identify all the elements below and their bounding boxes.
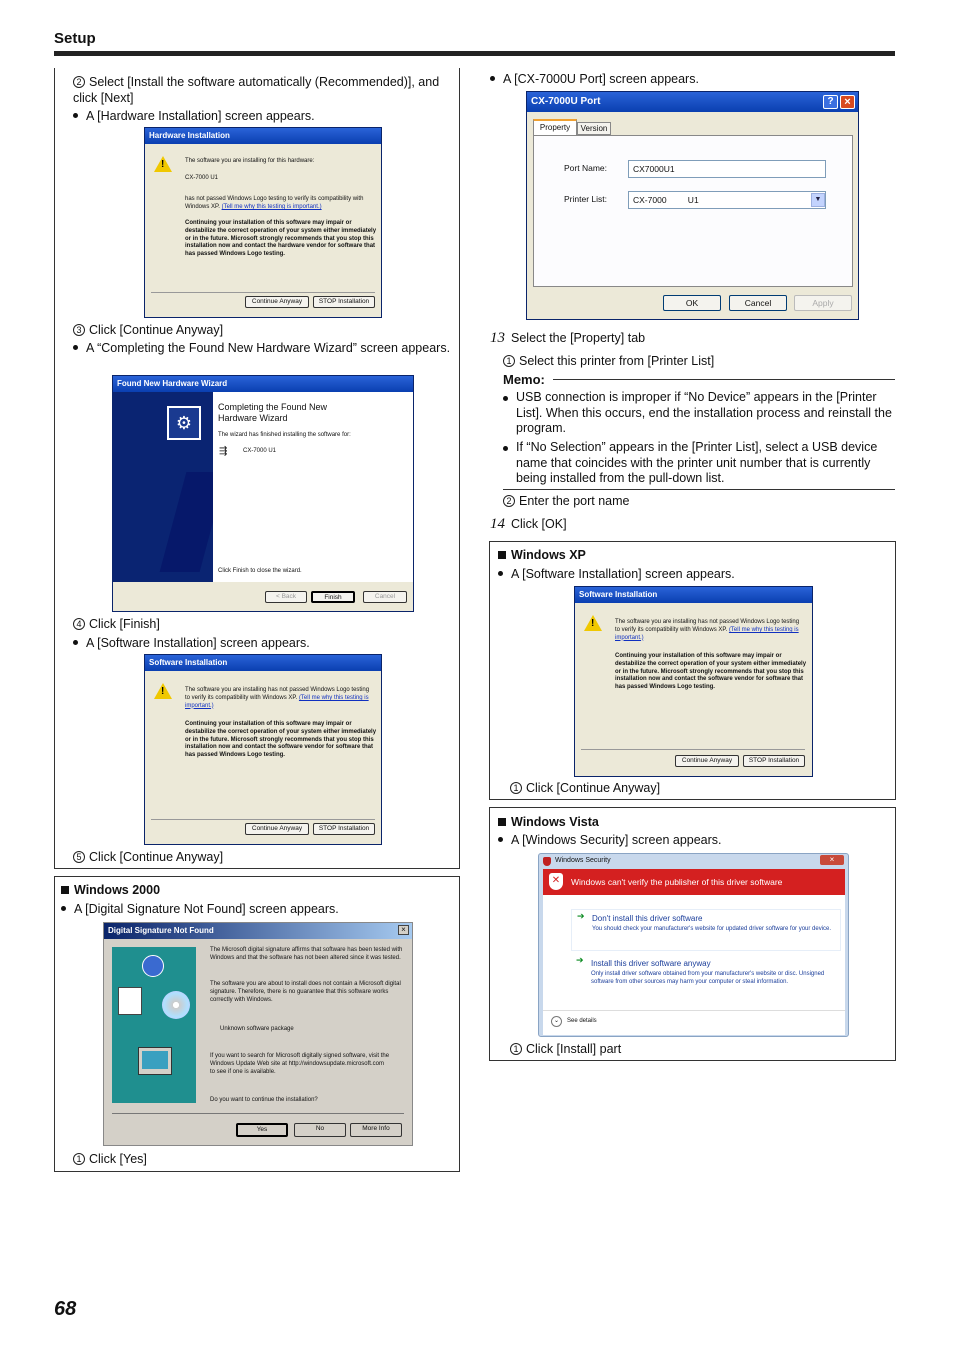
signature-illustration <box>112 947 196 1103</box>
close-icon[interactable]: × <box>840 95 855 109</box>
arrow-right-icon: ➔ <box>577 911 585 921</box>
digital-signature-dialog: Digital Signature Not Found × The Microsoft digital signature affirms that software has been tested with Windows and that the software has not been altered since it was tested. The software you are about to install does not contain a Microsoft digital signature. Therefore, there is no guarantee that this software works correctly with Windows. Unknown software package If you want to search for Microsoft digitally signed software, visit the Windows Update Web site at http://windowsupdate.microsoft.com to see if one is available. Do you want to continue the installation? Yes No More Info <box>103 922 413 1146</box>
warning-banner: ✕ Windows can't verify the publisher of this driver software <box>543 869 845 895</box>
tab-property[interactable]: Property <box>533 119 577 135</box>
step-13-1: 1 Select this printer from [Printer List] <box>503 354 714 370</box>
arrow-right-icon: ➔ <box>576 955 584 965</box>
dialog-title: Digital Signature Not Found <box>104 923 412 939</box>
step-3: 3 Click [Continue Anyway] <box>73 323 223 339</box>
step-5: 5 Click [Continue Anyway] <box>73 850 223 866</box>
warning-icon <box>584 615 602 631</box>
windows-security-dialog <box>538 853 849 1037</box>
windows-2000-title: Windows 2000 <box>61 883 160 899</box>
windows-xp-step-1: 1 Click [Continue Anyway] <box>510 781 660 797</box>
port-name-input[interactable]: CX7000U1 <box>628 160 826 178</box>
windows-xp-title: Windows XP <box>498 548 586 564</box>
more-info-button[interactable]: More Info <box>350 1123 402 1137</box>
yes-button[interactable]: Yes <box>236 1123 288 1137</box>
dont-install-option[interactable]: ➔ Don't install this driver software You should check your manufacturer's website for updated driver software for your device. <box>571 909 841 951</box>
cx7000u-port-dialog <box>526 91 859 320</box>
help-icon[interactable]: ? <box>823 95 838 109</box>
left-column-rule <box>54 68 55 868</box>
left-column-bottom <box>54 868 460 869</box>
step-14: 14 Click [OK] <box>490 516 567 532</box>
tell-me-why-link[interactable]: (Tell me why this testing is important.) <box>615 626 799 641</box>
step-13: 13 Select the [Property] tab <box>490 330 646 346</box>
wizard-heading: Completing the Found New Hardware Wizard <box>218 402 328 423</box>
chevron-down-icon[interactable]: ⌄ <box>551 1016 562 1027</box>
page-number: 68 <box>54 1298 77 1320</box>
close-icon[interactable]: × <box>820 855 844 865</box>
dialog-title: Hardware Installation <box>145 128 381 144</box>
step-2: 2 Select [Install the software automatically (Recommended)], and click [Next] <box>73 75 440 105</box>
windows-vista-step-1: 1 Click [Install] part <box>510 1042 621 1058</box>
shield-x-icon: ✕ <box>549 873 563 890</box>
dialog-title: Software Installation <box>575 587 812 603</box>
windows-xp-box <box>489 541 896 800</box>
software-installation-dialog-xp: Software Installation ! The software you are installing has not passed Windows Logo testing to verify its compatibility with Windows XP. (Tell me why this testing is important.) Continuing your installation of this software may impair or destabilize the correct operation of your system either immediately or in the future. Microsoft strongly recommends that you stop this installation now and contact the software vendor for software that has passed Windows Logo testing. Continue Anyway STOP Installation <box>574 586 813 777</box>
dialog-title: Windows Security <box>555 857 611 864</box>
shield-icon <box>543 857 551 866</box>
see-details-link[interactable]: See details <box>567 1018 597 1024</box>
header-rule <box>54 51 895 56</box>
memo-rule-bottom <box>503 489 895 490</box>
stop-installation-button[interactable]: STOP Installation <box>743 755 805 767</box>
bullet-hardware-installation: A [Hardware Installation] screen appears. <box>73 109 315 125</box>
cancel-button[interactable]: Cancel <box>363 591 407 603</box>
tell-me-why-link[interactable]: (Tell me why this testing is important.) <box>185 694 369 709</box>
apply-button[interactable]: Apply <box>794 295 852 311</box>
windows-vista-bullet: A [Windows Security] screen appears. <box>498 833 722 849</box>
stop-installation-button[interactable]: STOP Installation <box>313 823 375 835</box>
step-13-2: 2 Enter the port name <box>503 494 629 510</box>
memo-title: Memo: <box>503 372 545 387</box>
section-title: Setup <box>54 30 96 47</box>
dialog-title: CX-7000U Port <box>527 92 858 112</box>
wizard-side-panel <box>113 392 213 582</box>
bullet-wizard: A “Completing the Found New Hardware Wizard” screen appears. <box>73 341 453 357</box>
warning-icon <box>154 683 172 699</box>
no-button[interactable]: No <box>294 1123 346 1137</box>
found-new-hardware-wizard-dialog: Found New Hardware Wizard ⚙ Completing the Found New Hardware Wizard The wizard has finished installing the software for: ⇶ CX-7000 U1 Click Finish to close the wizard. < Back Finish Cancel <box>112 375 414 612</box>
chevron-down-icon[interactable]: ▼ <box>811 193 825 207</box>
windows-2000-bullet: A [Digital Signature Not Found] screen appears. <box>61 902 339 918</box>
globe-icon <box>142 955 164 977</box>
back-button[interactable]: < Back <box>265 591 307 603</box>
dialog-title: Found New Hardware Wizard <box>113 376 413 392</box>
memo-item-2: If “No Selection” appears in the [Printer List], select a USB device name that coincides with the printer unit number that is currently being installed from the pull-down list. <box>503 440 893 487</box>
continue-anyway-button[interactable]: Continue Anyway <box>245 296 309 308</box>
bullet-software-installation: A [Software Installation] screen appears. <box>73 636 310 652</box>
close-icon[interactable]: × <box>398 925 409 935</box>
windows-xp-bullet: A [Software Installation] screen appears. <box>498 567 735 583</box>
memo-rule-top <box>553 379 895 380</box>
bullet-port-screen: A [CX-7000U Port] screen appears. <box>490 72 699 88</box>
install-anyway-option[interactable]: ➔ Install this driver software anyway Only install driver software obtained from your manufacturer's website or disc. Unsigned software from other sources may harm your computer or steal information. <box>576 955 825 985</box>
software-installation-dialog: Software Installation ! The software you are installing has not passed Windows Logo testing to verify its compatibility with Windows XP. (Tell me why this testing is important.) Continuing your installation of this software may impair or destabilize the correct operation of your system either immediately or in the future. Microsoft strongly recommends that you stop this installation now and contact the software vendor for software that has passed Windows Logo testing. Continue Anyway STOP Installation <box>144 654 382 845</box>
property-panel: Port Name: CX7000U1 Printer List: CX-7000 U1 ▼ <box>533 135 853 287</box>
step-marker: 2 <box>73 76 85 88</box>
windows-2000-box <box>54 876 460 1172</box>
windows-vista-box <box>489 807 896 1061</box>
memo-item-1: USB connection is improper if “No Device” appears in the [Printer List]. When this occurs, end the installation process and reinstall the program. <box>503 390 893 437</box>
tell-me-why-link[interactable]: (Tell me why this testing is important.) <box>221 203 322 210</box>
warning-icon <box>154 156 172 172</box>
hardware-installation-dialog: Hardware Installation ! The software you are installing for this hardware: CX-7000 U1 has not passed Windows Logo testing to verify its compatibility with Windows XP. (Tell me why this testing is important.) Continuing your installation of this software may impair or destabilize the correct operation of your system either immediately or in the future. Microsoft strongly recommends that you stop this installation now and contact the hardware vendor for software that has passed Windows Logo testing. Continue Anyway STOP Installation <box>144 127 382 318</box>
tab-version[interactable]: Version <box>577 122 611 135</box>
dialog-title: Software Installation <box>145 655 381 671</box>
document-icon <box>118 987 142 1015</box>
finish-button[interactable]: Finish <box>311 591 355 603</box>
step-4: 4 Click [Finish] <box>73 617 160 633</box>
usb-icon: ⇶ <box>219 446 228 457</box>
continue-anyway-button[interactable]: Continue Anyway <box>675 755 739 767</box>
printer-list-select[interactable]: CX-7000 U1 <box>628 191 826 209</box>
cd-icon <box>162 991 190 1019</box>
left-column-rule-right <box>459 68 460 868</box>
windows-vista-title: Windows Vista <box>498 815 599 831</box>
continue-anyway-button[interactable]: Continue Anyway <box>245 823 309 835</box>
cancel-button[interactable]: Cancel <box>729 295 787 311</box>
hardware-icon: ⚙ <box>167 406 201 440</box>
ok-button[interactable]: OK <box>663 295 721 311</box>
windows-2000-step-1: 1 Click [Yes] <box>73 1152 147 1168</box>
stop-installation-button[interactable]: STOP Installation <box>313 296 375 308</box>
